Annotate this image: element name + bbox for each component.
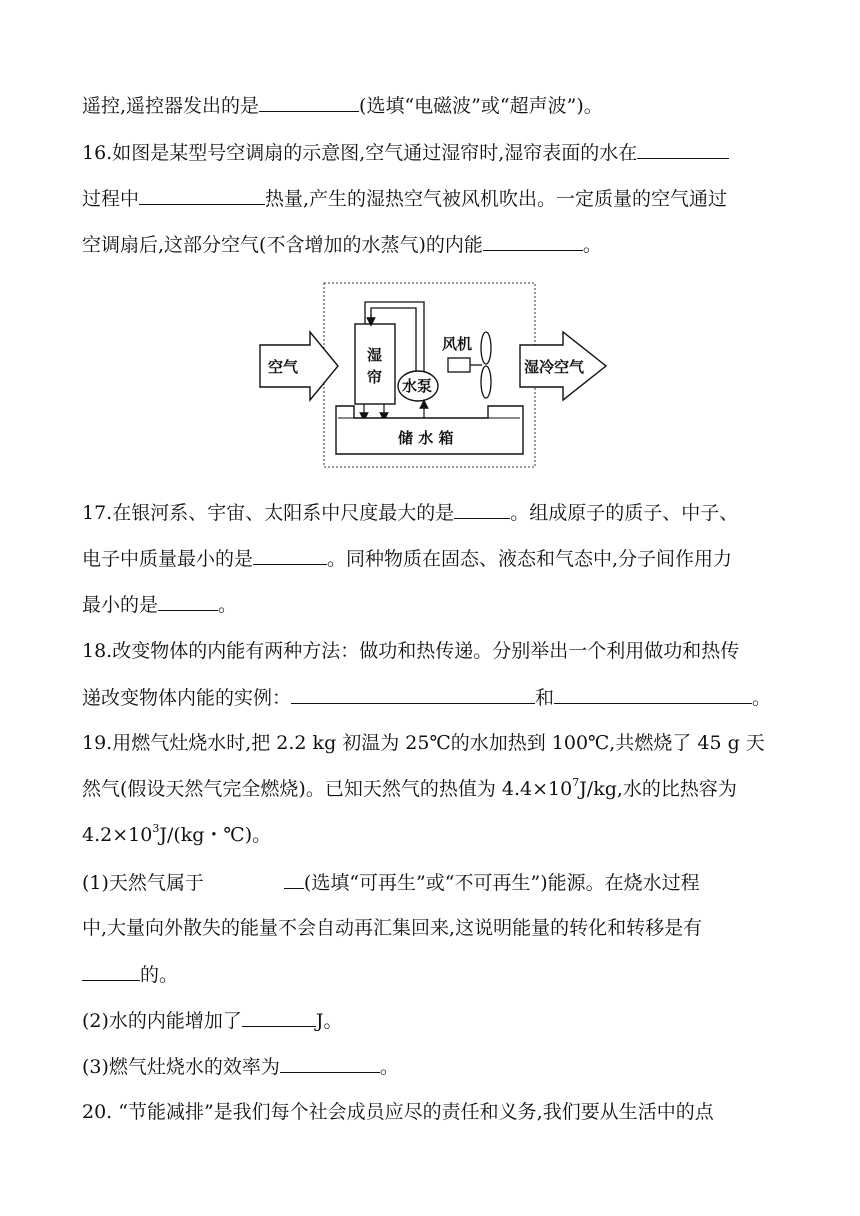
text-line (82, 93, 603, 118)
question-19-part-2 (82, 1008, 343, 1033)
curtain-label-1: 湿 (367, 346, 383, 364)
text-segment: (2)水的内能增加了 (82, 1010, 242, 1032)
text-segment: (3)燃气灶烧水的效率为 (82, 1056, 280, 1078)
question-17-line-1 (82, 500, 738, 525)
text-segment: 然气(假设天然气完全燃烧)。已知天然气的热值为 4.4×10 (82, 778, 573, 800)
question-20-line-1 (82, 1100, 714, 1124)
text-segment: 热量,产生的湿热空气被风机吹出。一定质量的空气通过 (265, 188, 728, 210)
text-segment: (选填“电磁波”或“超声波”)。 (359, 95, 603, 117)
text-segment: 。 (752, 687, 772, 709)
air-cooler-diagram (258, 280, 610, 470)
answer-blank[interactable] (284, 870, 304, 889)
text-segment: 遥控,遥控器发出的是 (82, 95, 260, 117)
text-segment: 17.在银河系、宇宙、太阳系中尺度最大的是 (82, 502, 455, 524)
text-segment: 空调扇后,这部分空气(不含增加的水蒸气)的内能 (82, 234, 483, 256)
text-segment: 。同种物质在固态、液态和气态中,分子间作用力 (327, 548, 733, 570)
text-segment: 过程中 (82, 188, 140, 210)
question-19-part-1-line-3 (82, 962, 178, 987)
question-19-part-1-line-2 (82, 916, 702, 940)
answer-blank[interactable] (253, 546, 327, 565)
text-segment: 。 (582, 234, 602, 256)
answer-blank[interactable] (280, 1054, 380, 1073)
question-16-line-3 (82, 232, 602, 257)
question-18-line-1 (82, 639, 739, 663)
tank-label: 储 水 箱 (398, 429, 454, 447)
question-17-line-2 (82, 546, 732, 571)
wet-curtain (355, 324, 395, 404)
exponent: 3 (152, 822, 160, 835)
text-segment: 18.改变物体的内能有两种方法：做功和热传递。分别举出一个利用做功和热传 (82, 640, 740, 662)
text-segment: 16.如图是某型号空调扇的示意图,空气通过湿帘时,湿帘表面的水在 (82, 142, 638, 164)
air-in-label: 空气 (268, 358, 299, 376)
text-segment: J/kg,水的比热容为 (579, 778, 737, 800)
answer-blank[interactable] (242, 1008, 316, 1027)
answer-blank[interactable] (139, 186, 265, 205)
answer-blank[interactable] (259, 93, 359, 112)
answer-blank[interactable] (82, 962, 140, 981)
fan-blade-icon (481, 332, 491, 364)
text-segment: (选填“可再生”或“不可再生”)能源。在烧水过程 (303, 872, 700, 894)
text-segment: (1)天然气属于 (82, 872, 204, 894)
question-18-line-2 (82, 685, 771, 710)
text-segment: 电子中质量最小的是 (82, 548, 254, 570)
text-segment: 20. “节能减排”是我们每个社会成员应尽的责任和义务,我们要从生活中的点 (82, 1101, 714, 1123)
text-segment: 。 (218, 594, 238, 616)
answer-blank[interactable] (637, 140, 729, 159)
text-segment: 中,大量向外散失的能量不会自动再汇集回来,这说明能量的转化和转移是有 (82, 917, 703, 939)
text-segment: J/(kg・℃)。 (159, 824, 272, 846)
question-19-line-2 (82, 777, 737, 801)
answer-blank[interactable] (454, 500, 510, 519)
answer-blank[interactable] (554, 685, 752, 704)
fan-motor (448, 358, 470, 372)
question-16-line-2 (82, 186, 727, 211)
question-19-line-3 (82, 823, 271, 847)
text-segment: 4.2×10 (82, 824, 153, 846)
text-segment: 最小的是 (82, 594, 159, 616)
pump-label: 水泵 (402, 377, 433, 395)
text-segment: 19.用燃气灶烧水时,把 2.2 kg 初温为 25℃的水加热到 100℃,共燃烧了 45 g 天 (82, 732, 765, 754)
question-19-line-1 (82, 731, 765, 755)
air-out-label: 湿冷空气 (524, 358, 585, 376)
text-segment: 的。 (140, 964, 179, 986)
fan-blade-icon (481, 366, 491, 398)
answer-blank[interactable] (483, 232, 583, 251)
question-16-line-1 (82, 140, 729, 165)
text-segment: 。 (379, 1056, 399, 1078)
answer-blank[interactable] (291, 685, 535, 704)
question-19-part-1-line-1 (82, 870, 700, 895)
question-19-part-3 (82, 1054, 399, 1079)
text-segment: 递改变物体内能的实例： (82, 687, 292, 709)
exponent: 7 (572, 776, 580, 789)
text-segment: 。组成原子的质子、中子、 (510, 502, 739, 524)
curtain-label-2: 帘 (367, 368, 383, 386)
answer-blank[interactable] (158, 592, 218, 611)
fan-label: 风机 (442, 335, 473, 353)
text-segment: 和 (535, 687, 555, 709)
text-segment: J。 (315, 1010, 343, 1032)
question-17-line-3 (82, 592, 237, 617)
